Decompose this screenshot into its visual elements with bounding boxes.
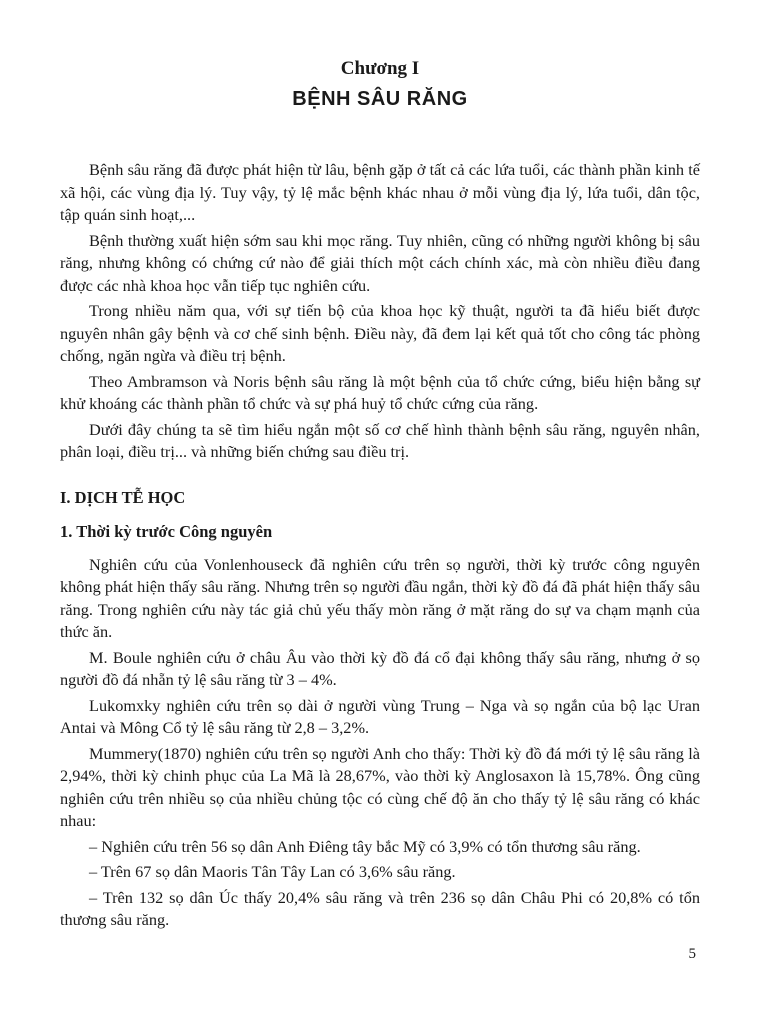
body-paragraph-1: Nghiên cứu của Vonlenhouseck đã nghiên cứu trên sọ người, thời kỳ trước công nguyên không phát hiện thấy sâu răng. Nhưng trên sọ người đầu ngắn, thời kỳ đồ đá đã phát hiện thấy sâu răng. Trong nghiên cứu này tác giả chủ yếu thấy mòn răng ở mặt răng do sự va chạm mạnh của thức ăn. [60,554,700,641]
list-item-1: – Nghiên cứu trên 56 sọ dân Anh Điêng tây bắc Mỹ có 3,9% có tổn thương sâu răng. [89,836,641,856]
intro-paragraph-2: Bệnh thường xuất hiện sớm sau khi mọc răng. Tuy nhiên, cũng có những người không bị sâu răng, nhưng không có chứng cứ nào để giải thích một cách chính xác, mà còn nhiều điều đang được các nhà khoa học vẫn tiếp tục nghiên cứu. [60,230,700,295]
list-item-3: – Trên 132 sọ dân Úc thấy 20,4% sâu răng và trên 236 sọ dân Châu Phi có 20,8% có tổn thương sâu răng. [60,887,700,929]
chapter-title: BỆNH SÂU RĂNG [292,88,468,110]
subsection-heading: 1. Thời kỳ trước Công nguyên [60,521,273,541]
list-item-2: – Trên 67 sọ dân Maoris Tân Tây Lan có 3,6% sâu răng. [89,862,456,881]
intro-paragraph-5: Dưới đây chúng ta sẽ tìm hiểu ngắn một số cơ chế hình thành bệnh sâu răng, nguyên nhân, phân loại, điều trị... và những biến chứng sau điều trị. [60,419,700,461]
document-page [60,58,700,935]
intro-paragraph-3: Trong nhiều năm qua, với sự tiến bộ của khoa học kỹ thuật, người ta đã hiểu biết được nguyên nhân gây bệnh và cơ chế sinh bệnh. Điều này, đã đem lại kết quả tốt cho công tác phòng chống, ngăn ngừa và điều trị bệnh. [60,301,700,365]
chapter-label: Chương I [340,58,420,79]
body-paragraph-3: Lukomxky nghiên cứu trên sọ dài ở người vùng Trung – Nga và sọ ngắn của bộ lạc Uran Antai và Mông Cổ tỷ lệ sâu răng từ 2,8 – 3,2%. [60,695,700,737]
intro-paragraph-1: Bệnh sâu răng đã được phát hiện từ lâu, bệnh gặp ở tất cả các lứa tuổi, các thành phần kinh tế xã hội, các vùng địa lý. Tuy vậy, tỷ lệ mắc bệnh khác nhau ở mỗi vùng địa lý, lứa tuổi, dân tộc, tập quán sinh hoạt,... [60,160,700,224]
body-paragraph-4: Mummery(1870) nghiên cứu trên sọ người Anh cho thấy: Thời kỳ đồ đá mới tỷ lệ sâu răng là 2,94%, thời kỳ chinh phục của La Mã là 28,67%, vào thời kỳ Anglosaxon là 15,78%. Ông cũng nghiên cứu trên nhiều sọ của nhiều chủng tộc có cùng chế độ ăn cho thấy tỷ lệ sâu răng có khác nhau: [60,743,700,830]
body-paragraph-2: M. Boule nghiên cứu ở châu Âu vào thời kỳ đồ đá cổ đại không thấy sâu răng, nhưng ở sọ người đồ đá nhẵn tỷ lệ sâu răng từ 3 – 4%. [60,647,700,689]
page-number: 5 [688,946,696,962]
section-heading: I. DỊCH TỄ HỌC [60,487,186,507]
intro-paragraph-4: Theo Ambramson và Noris bệnh sâu răng là một bệnh của tổ chức cứng, biểu hiện bằng sự khử khoáng các thành phần tổ chức và sự phá huỷ tổ chức cứng của răng. [60,371,700,413]
